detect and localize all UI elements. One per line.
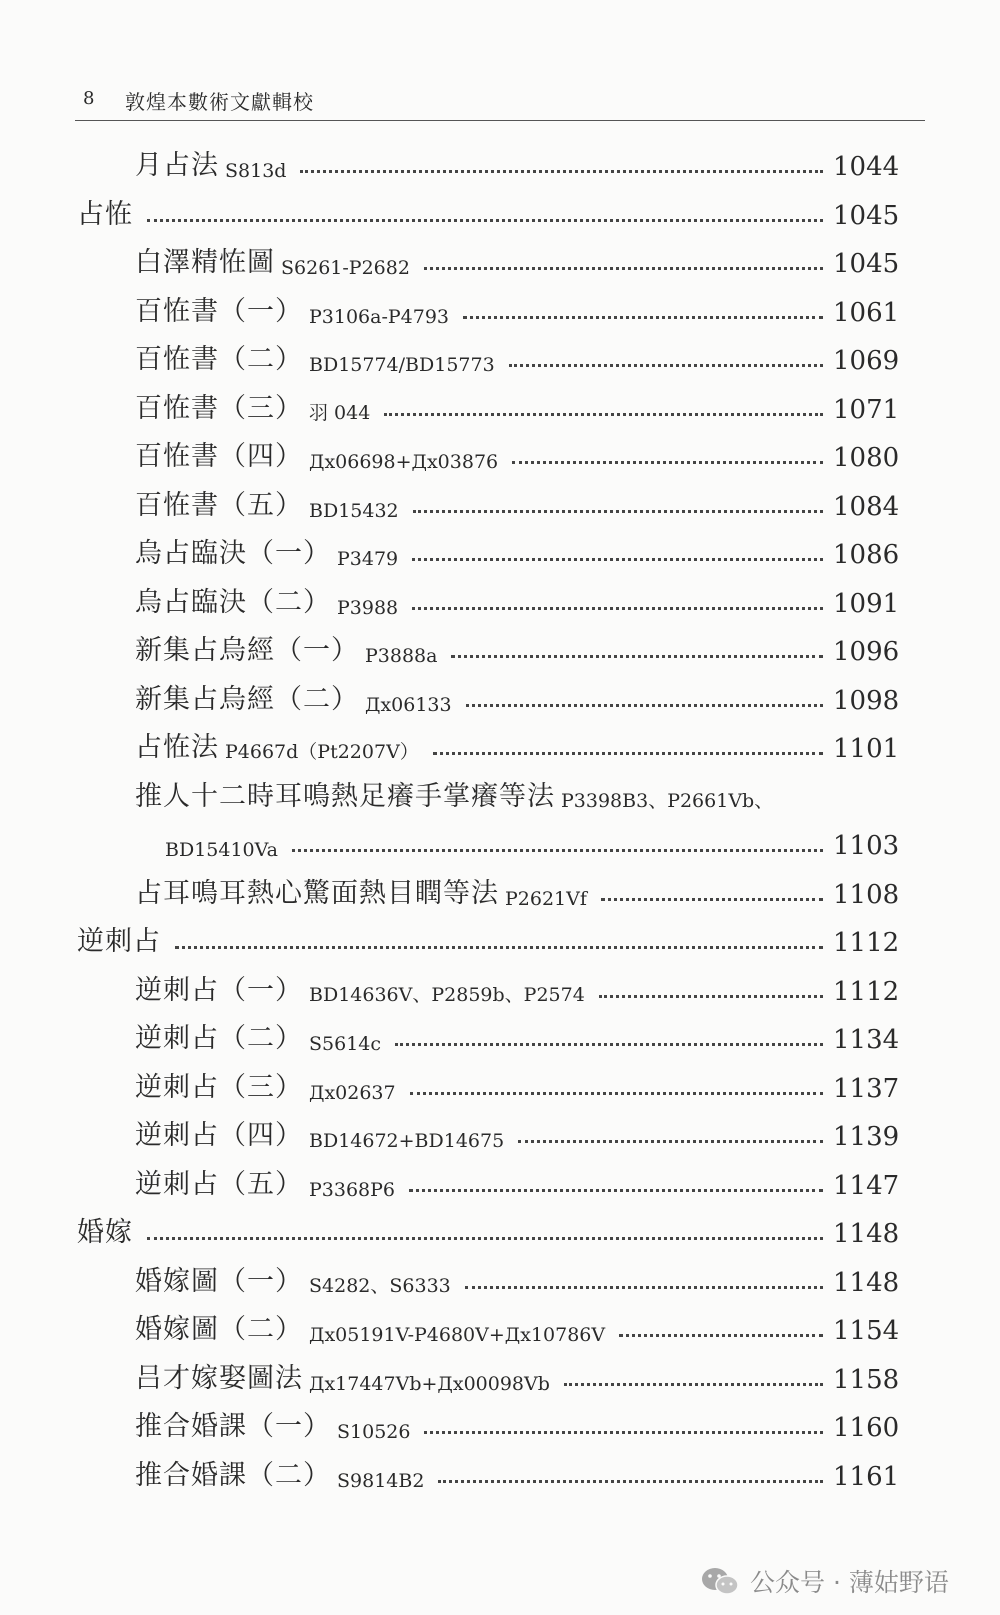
toc-entry — [135, 722, 900, 764]
dot-leader — [619, 1333, 823, 1337]
toc-entry-title: 逆刺占 — [77, 926, 161, 957]
toc-entry — [165, 819, 900, 861]
toc-entry — [77, 916, 900, 958]
toc-entry-page: 1045 — [833, 249, 900, 279]
dot-leader — [413, 509, 823, 513]
toc-entry-title: 新集占烏經（二） — [135, 683, 359, 715]
watermark-text: 公众号 · 薄姑野语 — [750, 1568, 949, 1597]
toc-entry-title: 占恠 — [77, 198, 133, 230]
toc-entry-code: 羽 044 — [309, 401, 371, 424]
dot-leader — [438, 1479, 823, 1483]
toc-entry-code: Дx02637 — [309, 1081, 396, 1104]
toc-entry — [135, 1450, 900, 1492]
toc-entry — [135, 334, 900, 376]
toc-entry-code: Дx06133 — [365, 693, 452, 716]
dot-leader — [410, 1091, 823, 1095]
toc-entry-page: 1086 — [833, 540, 900, 570]
dot-leader — [147, 1236, 823, 1240]
toc-entry — [135, 625, 900, 667]
dot-leader — [300, 169, 823, 173]
wechat-icon — [700, 1566, 740, 1596]
toc-entry — [135, 1401, 900, 1443]
toc-entry-code: P3106a-P4793 — [309, 305, 450, 328]
toc-entry — [135, 1304, 900, 1346]
toc-entry-page: 1112 — [833, 976, 900, 1007]
toc-entry — [135, 674, 900, 716]
toc-entry-code: BD15410Va — [165, 839, 278, 861]
dot-leader — [409, 1188, 823, 1192]
toc-entry-code: P3398B3、P2661Vb、 — [561, 789, 774, 812]
toc-entry — [135, 237, 900, 279]
toc-entry-page: 1069 — [833, 346, 900, 376]
toc-entry-page: 1101 — [833, 734, 900, 764]
toc-entry-code: P3479 — [337, 548, 399, 570]
toc-entry — [135, 965, 900, 1007]
dot-leader — [175, 945, 823, 949]
dot-leader — [564, 1382, 823, 1386]
toc-entry-page: 1096 — [833, 637, 900, 667]
toc-entry-title: 推合婚課（一） — [135, 1411, 331, 1442]
toc-entry — [135, 1110, 900, 1152]
toc-entry-title: 推合婚課（二） — [135, 1459, 331, 1491]
toc-entry-title: 婚嫁圖（一） — [135, 1265, 303, 1297]
dot-leader — [424, 1430, 823, 1434]
toc-entry-page: 1147 — [833, 1170, 900, 1201]
toc-entry — [135, 431, 900, 473]
toc-entry-title: 逆刺占（五） — [135, 1168, 303, 1200]
toc-entry-code: BD15774/BD15773 — [309, 354, 495, 376]
dot-leader — [518, 1139, 823, 1143]
toc-entry-title: 逆刺占（一） — [135, 974, 303, 1006]
running-header — [75, 82, 925, 121]
toc-entry-page: 1098 — [833, 685, 900, 716]
watermark — [700, 1563, 949, 1599]
toc-entry-code: Дx05191V-P4680V+Дx10786V — [309, 1324, 606, 1346]
toc-entry-code: BD14636V、P2859b、P2574 — [309, 983, 585, 1006]
toc-entry-page: 1044 — [833, 152, 900, 182]
dot-leader — [601, 897, 823, 901]
toc-entry — [135, 1159, 900, 1201]
toc-entry-title: 逆刺占（四） — [135, 1120, 303, 1151]
toc-entry — [135, 480, 900, 522]
toc-entry-title: 月占法 — [135, 150, 219, 181]
toc-entry-page: 1148 — [833, 1267, 900, 1298]
toc-entry-page: 1134 — [833, 1025, 900, 1055]
toc-entry-page: 1139 — [833, 1122, 900, 1152]
toc-entry-title: 百恠書（四） — [135, 441, 303, 472]
dot-leader — [451, 654, 823, 658]
toc-entry-page: 1112 — [833, 928, 900, 958]
toc-entry-code: S10526 — [337, 1421, 411, 1443]
toc-entry-title: 占耳鳴耳熱心驚面熱目瞤等法 — [135, 877, 499, 909]
toc-entry-code: S9814B2 — [337, 1469, 425, 1492]
dot-leader — [412, 606, 823, 610]
dot-leader — [463, 315, 823, 319]
page-number: 8 — [83, 88, 95, 109]
toc-entry — [135, 1353, 900, 1395]
toc-entry — [135, 1062, 900, 1104]
toc-entry-title: 百恠書（三） — [135, 392, 303, 424]
toc-entry-code: Дx17447Vb+Дx00098Vb — [309, 1372, 550, 1395]
toc-entry-page: 1071 — [833, 394, 900, 425]
toc-entry-code: BD14672+BD14675 — [309, 1130, 505, 1152]
toc-entry-title: 逆刺占（二） — [135, 1023, 303, 1054]
toc-entry-code: S4282、S6333 — [309, 1274, 451, 1297]
toc-entry-page: 1161 — [833, 1461, 900, 1492]
toc-entry — [135, 1256, 900, 1298]
toc-entry-title: 新集占烏經（一） — [135, 635, 359, 666]
toc-entry-page: 1148 — [833, 1219, 900, 1249]
toc-entry-code: P3888a — [365, 645, 438, 667]
dot-leader — [466, 703, 823, 707]
toc-entry-page: 1137 — [833, 1073, 900, 1104]
toc-entry — [135, 383, 900, 425]
dot-leader — [599, 994, 823, 998]
toc-entry — [77, 1207, 900, 1249]
toc-entry-code: P3988 — [337, 596, 399, 619]
dot-leader — [395, 1042, 823, 1046]
dot-leader — [512, 460, 823, 464]
toc-entry-code: P2621Vf — [505, 887, 587, 910]
dot-leader — [433, 751, 823, 755]
toc-entry — [135, 286, 900, 328]
toc-entry-page: 1108 — [833, 879, 900, 910]
toc-entry-title: 婚嫁 — [77, 1217, 133, 1248]
toc-entry-title: 逆刺占（三） — [135, 1071, 303, 1103]
toc-entry-page: 1045 — [833, 200, 900, 231]
toc-entry-code: P3368P6 — [309, 1178, 396, 1201]
dot-leader — [424, 266, 823, 270]
toc-entry-page: 1084 — [833, 491, 900, 522]
toc-entry-title: 占恠法 — [135, 732, 219, 763]
toc-entry-code: S6261-P2682 — [281, 257, 410, 279]
toc-entry — [77, 189, 900, 231]
toc-entry — [135, 577, 900, 619]
dot-leader — [509, 363, 823, 367]
dot-leader — [465, 1285, 823, 1289]
toc-entry-title: 吕才嫁娶圖法 — [135, 1362, 303, 1394]
toc-entry-title: 推人十二時耳鳴熱足癢手掌癢等法 — [135, 780, 555, 812]
toc-entry — [135, 528, 900, 570]
toc-entry — [135, 140, 900, 182]
toc-entry-title: 烏占臨決（二） — [135, 586, 331, 618]
toc-entry-code: BD15432 — [309, 499, 399, 522]
toc-entry-code: P4667d（Pt2207V） — [225, 741, 419, 763]
toc-entry-title: 百恠書（五） — [135, 489, 303, 521]
toc-entry-title: 烏占臨決（一） — [135, 538, 331, 569]
book-title: 敦煌本數術文獻輯校 — [125, 90, 314, 114]
toc-entry — [135, 1013, 900, 1055]
toc-entry-page: 1154 — [833, 1316, 900, 1346]
toc-entry-page: 1160 — [833, 1413, 900, 1443]
toc-entry-code: S5614c — [309, 1033, 382, 1055]
toc-entry-page: 1103 — [833, 831, 900, 861]
dot-leader — [147, 218, 823, 222]
toc-entry-code: S813d — [225, 160, 287, 182]
toc-entry — [135, 868, 900, 910]
toc-entry-title: 百恠書（一） — [135, 295, 303, 327]
toc-entry-title: 婚嫁圖（二） — [135, 1314, 303, 1345]
toc-entry-code: Дx06698+Дx03876 — [309, 451, 499, 473]
toc-entry-page: 1061 — [833, 297, 900, 328]
toc-entry-title: 白澤精恠圖 — [135, 247, 275, 278]
dot-leader — [292, 848, 823, 852]
dot-leader — [384, 412, 823, 416]
toc-entry — [135, 771, 895, 813]
toc-entry-page: 1091 — [833, 588, 900, 619]
toc-entry-page: 1158 — [833, 1364, 900, 1395]
toc-entry-page: 1080 — [833, 443, 900, 473]
dot-leader — [412, 557, 823, 561]
toc-entry-title: 百恠書（二） — [135, 344, 303, 375]
